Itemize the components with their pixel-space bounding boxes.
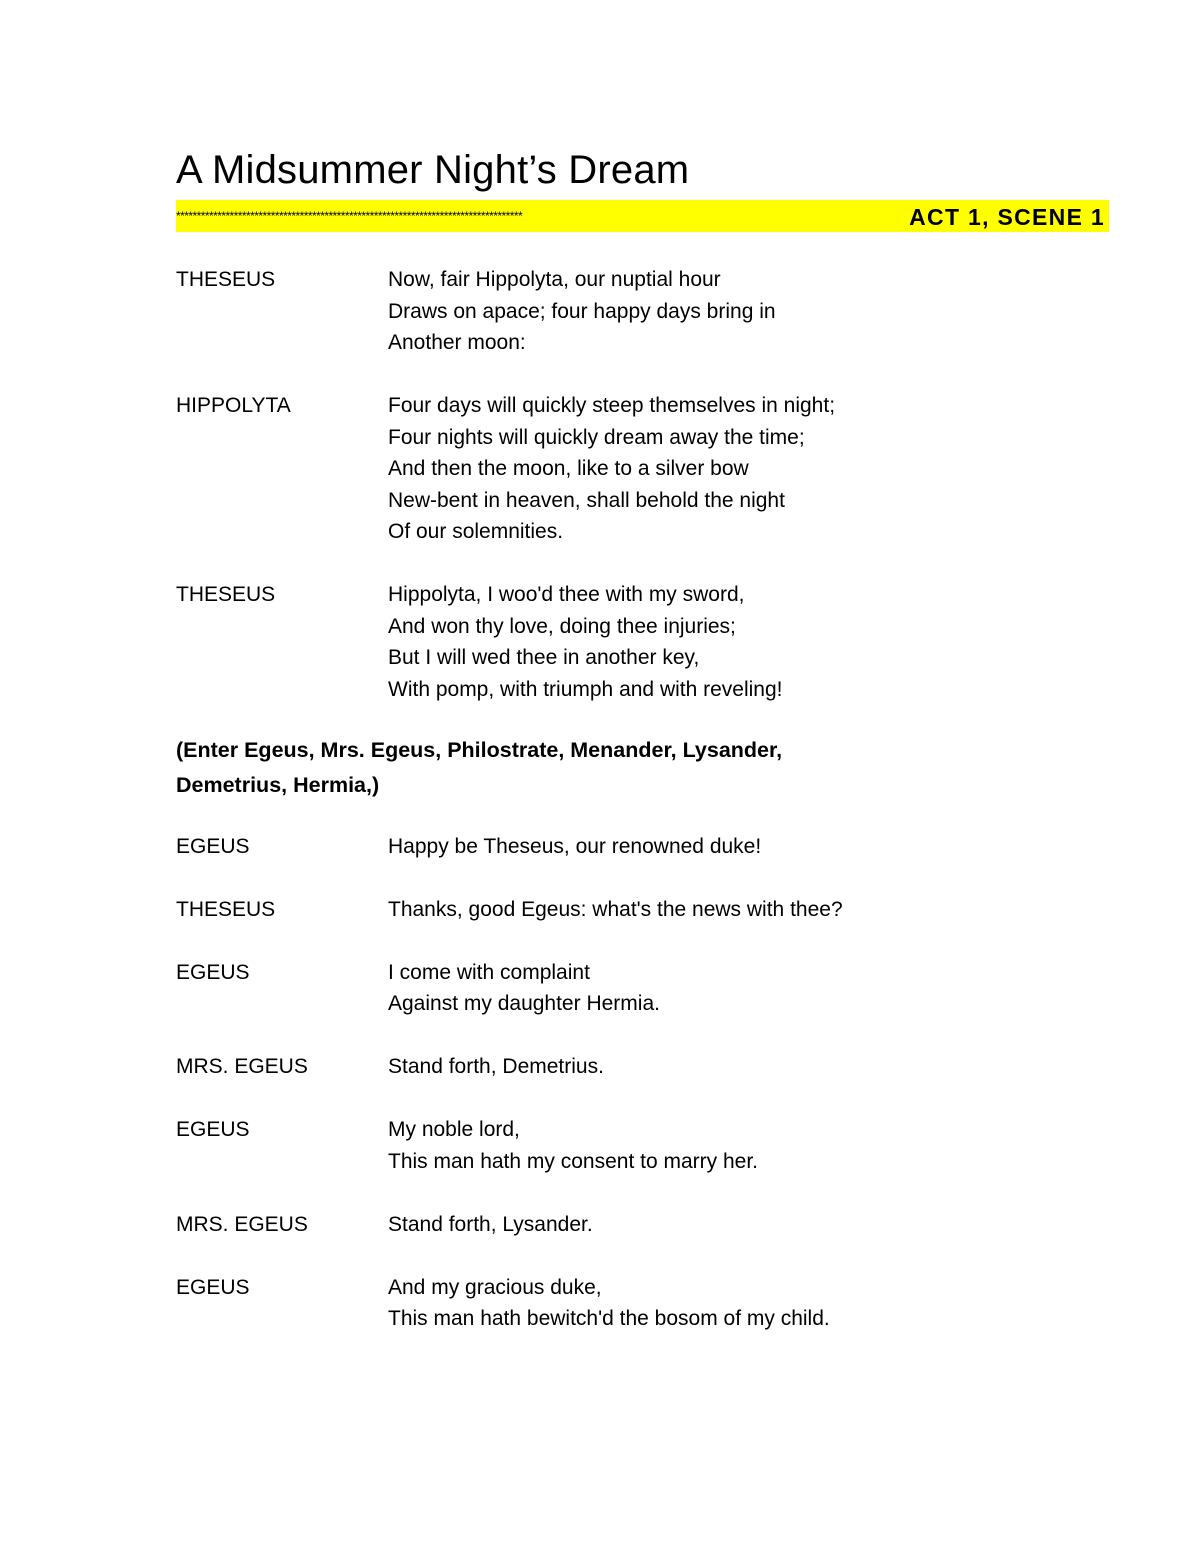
speech-line: Draws on apace; four happy days bring in: [388, 299, 776, 323]
speech-block: [176, 831, 1116, 863]
speech-line: And won thy love, doing thee injuries;: [388, 614, 736, 638]
speech-line: I come with complaint: [388, 960, 590, 984]
speech-line: Now, fair Hippolyta, our nuptial hour: [388, 268, 721, 291]
speech-line: My noble lord,: [388, 1118, 520, 1141]
speech-block: [176, 390, 1116, 548]
speech-line: Another moon:: [388, 331, 526, 354]
speech-line: Against my daughter Hermia.: [388, 992, 660, 1015]
script-section-2: [176, 831, 1116, 1335]
scene-label: ACT 1, SCENE 1: [909, 204, 1105, 230]
speech-lines: [388, 957, 1116, 1020]
speaker-name: EGEUS: [176, 960, 250, 984]
speech-block: [176, 1272, 1116, 1335]
speech-block: [176, 1051, 1116, 1083]
speech-line: Hippolyta, I woo'd thee with my sword,: [388, 583, 745, 606]
speech-lines: [388, 894, 1116, 926]
speaker-name: MRS. EGEUS: [176, 1055, 308, 1078]
speech-lines: [388, 1114, 1116, 1177]
speech-line: This man hath my consent to marry her.: [388, 1149, 758, 1173]
speech-block: [176, 579, 1116, 705]
speaker-name: HIPPOLYTA: [176, 394, 291, 417]
speech-line: Stand forth, Lysander.: [388, 1212, 593, 1236]
scene-banner: [176, 200, 1109, 232]
speech-lines: [388, 1051, 1116, 1083]
document-page: [176, 140, 1116, 1366]
script-section-1: [176, 264, 1116, 705]
speech-line: This man hath bewitch'd the bosom of my child.: [388, 1307, 830, 1330]
speech-block: [176, 894, 1116, 926]
speech-line: And then the moon, like to a silver bow: [388, 457, 749, 480]
speech-line: New-bent in heaven, shall behold the night: [388, 488, 785, 512]
speaker-name: EGEUS: [176, 1118, 250, 1141]
speech-line: Of our solemnities.: [388, 520, 564, 543]
page-title: A Midsummer Night’s Dream: [176, 148, 690, 192]
speech-line: Happy be Theseus, our renowned duke!: [388, 834, 762, 858]
speaker-name: THESEUS: [176, 583, 276, 606]
speech-line: Four days will quickly steep themselves in night;: [388, 394, 836, 417]
speech-lines: [388, 1272, 1116, 1335]
speech-block: [176, 1114, 1116, 1177]
speech-block: [176, 264, 1116, 359]
banner-stars: ************************************************************************************: [176, 209, 523, 223]
speech-line: Thanks, good Egeus: what's the news with thee?: [388, 897, 843, 921]
speaker-name: MRS. EGEUS: [176, 1212, 308, 1236]
speech-line: With pomp, with triumph and with reveling!: [388, 677, 783, 701]
speech-lines: [388, 579, 1116, 705]
speech-lines: [388, 390, 1116, 548]
speech-line: Four nights will quickly dream away the time;: [388, 425, 805, 449]
stage-direction: (Enter Egeus, Mrs. Egeus, Philostrate, Menander, Lysander, Demetrius, Hermia,): [176, 737, 783, 797]
speaker-name: EGEUS: [176, 834, 250, 858]
speech-block: [176, 1209, 1116, 1241]
speech-lines: [388, 1209, 1116, 1241]
speech-line: And my gracious duke,: [388, 1275, 602, 1299]
speech-line: But I will wed thee in another key,: [388, 646, 700, 669]
speech-lines: [388, 264, 1116, 359]
speaker-name: EGEUS: [176, 1275, 250, 1299]
speaker-name: THESEUS: [176, 897, 276, 921]
speech-block: [176, 957, 1116, 1020]
speaker-name: THESEUS: [176, 268, 276, 291]
speech-line: Stand forth, Demetrius.: [388, 1055, 604, 1078]
speech-lines: [388, 831, 1116, 863]
